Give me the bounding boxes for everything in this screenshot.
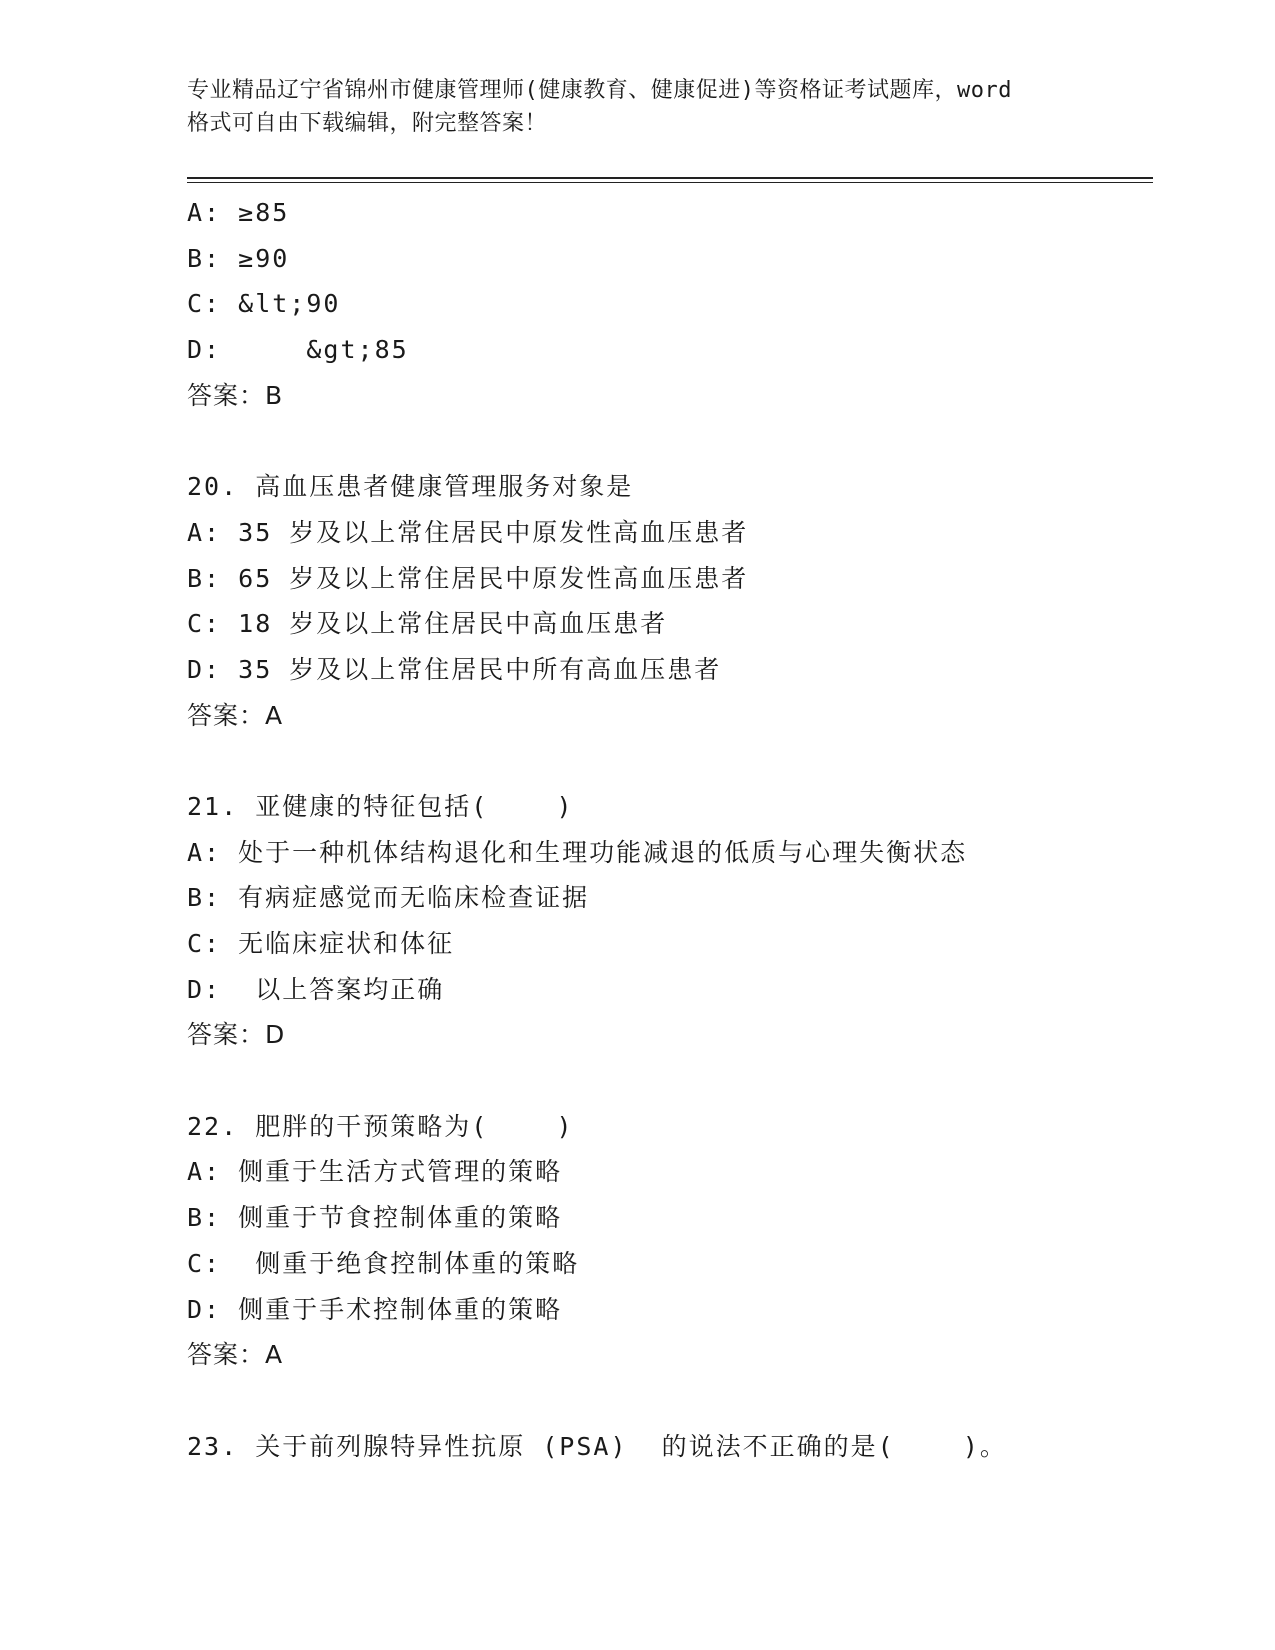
- header-rule-thick: [187, 177, 1153, 179]
- header-line-2: 格式可自由下载编辑，附完整答案！: [187, 111, 548, 136]
- question-text: 23. 关于前列腺特异性抗原 (PSA) 的说法不正确的是( )。: [187, 1431, 1007, 1461]
- option-c: C: 侧重于绝食控制体重的策略: [187, 1248, 580, 1278]
- question-text: 20. 高血压患者健康管理服务对象是: [187, 472, 634, 502]
- page-header: [187, 74, 1087, 140]
- header-rule-thin: [187, 182, 1153, 183]
- option-c: C: &lt;90: [187, 289, 341, 319]
- option-d: D: &gt;85: [187, 335, 409, 365]
- option-b: B: 有病症感觉而无临床检查证据: [187, 883, 590, 913]
- option-d: D: 以上答案均正确: [187, 974, 445, 1004]
- header-line-1: 专业精品辽宁省锦州市健康管理师(健康教育、健康促进)等资格证考试题库，word: [187, 78, 1012, 103]
- option-b: B: ≥90: [187, 243, 290, 273]
- option-c: C: 18 岁及以上常住居民中高血压患者: [187, 609, 668, 639]
- answer-text: 答案：D: [187, 1020, 286, 1050]
- question-21-block: [187, 784, 1153, 1058]
- question-list: [187, 190, 1153, 1469]
- question-20-block: [187, 464, 1153, 738]
- question-23-block: [187, 1424, 1153, 1470]
- spacer: [187, 418, 1153, 464]
- spacer: [187, 1378, 1153, 1424]
- question-text: 21. 亚健康的特征包括( ): [187, 791, 574, 821]
- question-text: 22. 肥胖的干预策略为( ): [187, 1111, 574, 1141]
- spacer: [187, 738, 1153, 784]
- option-b: B: 侧重于节食控制体重的策略: [187, 1203, 563, 1233]
- answer-text: 答案：A: [187, 1340, 284, 1370]
- option-a: A: 侧重于生活方式管理的策略: [187, 1157, 563, 1187]
- option-c: C: 无临床症状和体征: [187, 929, 455, 958]
- option-d: D: 侧重于手术控制体重的策略: [187, 1294, 563, 1324]
- question-22-block: [187, 1104, 1153, 1378]
- option-a: A: 35 岁及以上常住居民中原发性高血压患者: [187, 517, 749, 547]
- option-b: B: 65 岁及以上常住居民中原发性高血压患者: [187, 563, 749, 593]
- option-d: D: 35 岁及以上常住居民中所有高血压患者: [187, 654, 722, 684]
- answer-text: 答案：B: [187, 380, 284, 410]
- option-a: A: ≥85: [187, 198, 290, 227]
- option-a: A: 处于一种机体结构退化和生理功能减退的低质与心理失衡状态: [187, 837, 968, 867]
- spacer: [187, 1058, 1153, 1104]
- answer-text: 答案：A: [187, 700, 284, 730]
- question-19-block: [187, 190, 1153, 418]
